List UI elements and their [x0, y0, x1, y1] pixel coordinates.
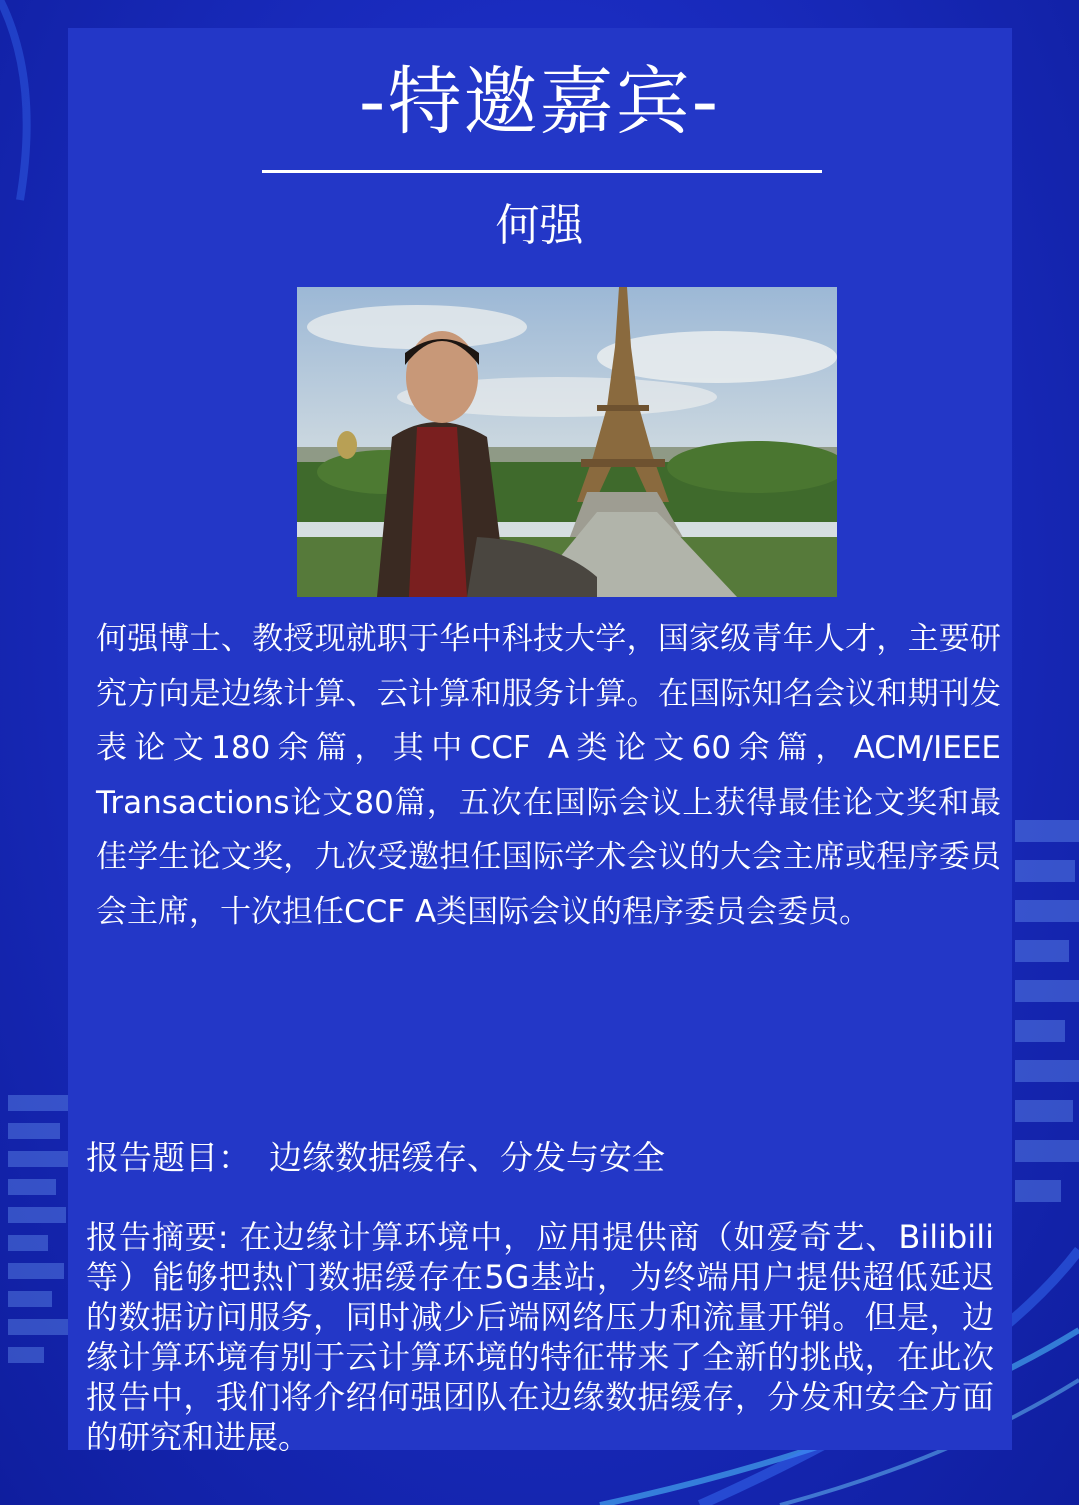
title-divider: [262, 170, 822, 173]
speaker-name: 何强: [495, 200, 584, 251]
report-title-label: 报告题目：: [86, 1138, 251, 1177]
speaker-bio: 何强博士、教授现就职于华中科技大学，国家级青年人才，主要研究方向是边缘计算、云计算和服务计算。在国际知名会议和期刊发表论文180余篇，其中CCF A类论文60余篇，ACM/IEEE Transactions论文80篇，五次在国际会议上获得最佳论文奖和最佳学生论文奖，九次受邀担任国际学术会议的大会主席或程序委员会主席，十次担任CCF A类国际会议的程序委员会委员。: [96, 621, 1001, 930]
report-title-value: 边缘数据缓存、分发与安全: [269, 1138, 665, 1177]
right-pixel-bars-decoration: [1015, 820, 1079, 1240]
page-title: -特邀嘉宾-: [358, 59, 721, 145]
report-abstract: [86, 1217, 994, 1457]
speaker-photo: [297, 287, 837, 597]
report-abstract-label: 报告摘要:: [86, 1218, 229, 1256]
report-abstract-text: 在边缘计算环境中，应用提供商（如爱奇艺、Bilibili等）能够把热门数据缓存在5G基站，为终端用户提供超低延迟的数据访问服务，同时减少后端网络压力和流量开销。但是，边缘计算环境有别于云计算环境的特征带来了全新的挑战，在此次报告中，我们将介绍何强团队在边缘数据缓存，分发和安全方面的研究和进展。: [86, 1218, 994, 1456]
speaker-photo-eiffel-tower-icon: [297, 287, 837, 597]
report-title: [86, 1130, 1006, 1186]
